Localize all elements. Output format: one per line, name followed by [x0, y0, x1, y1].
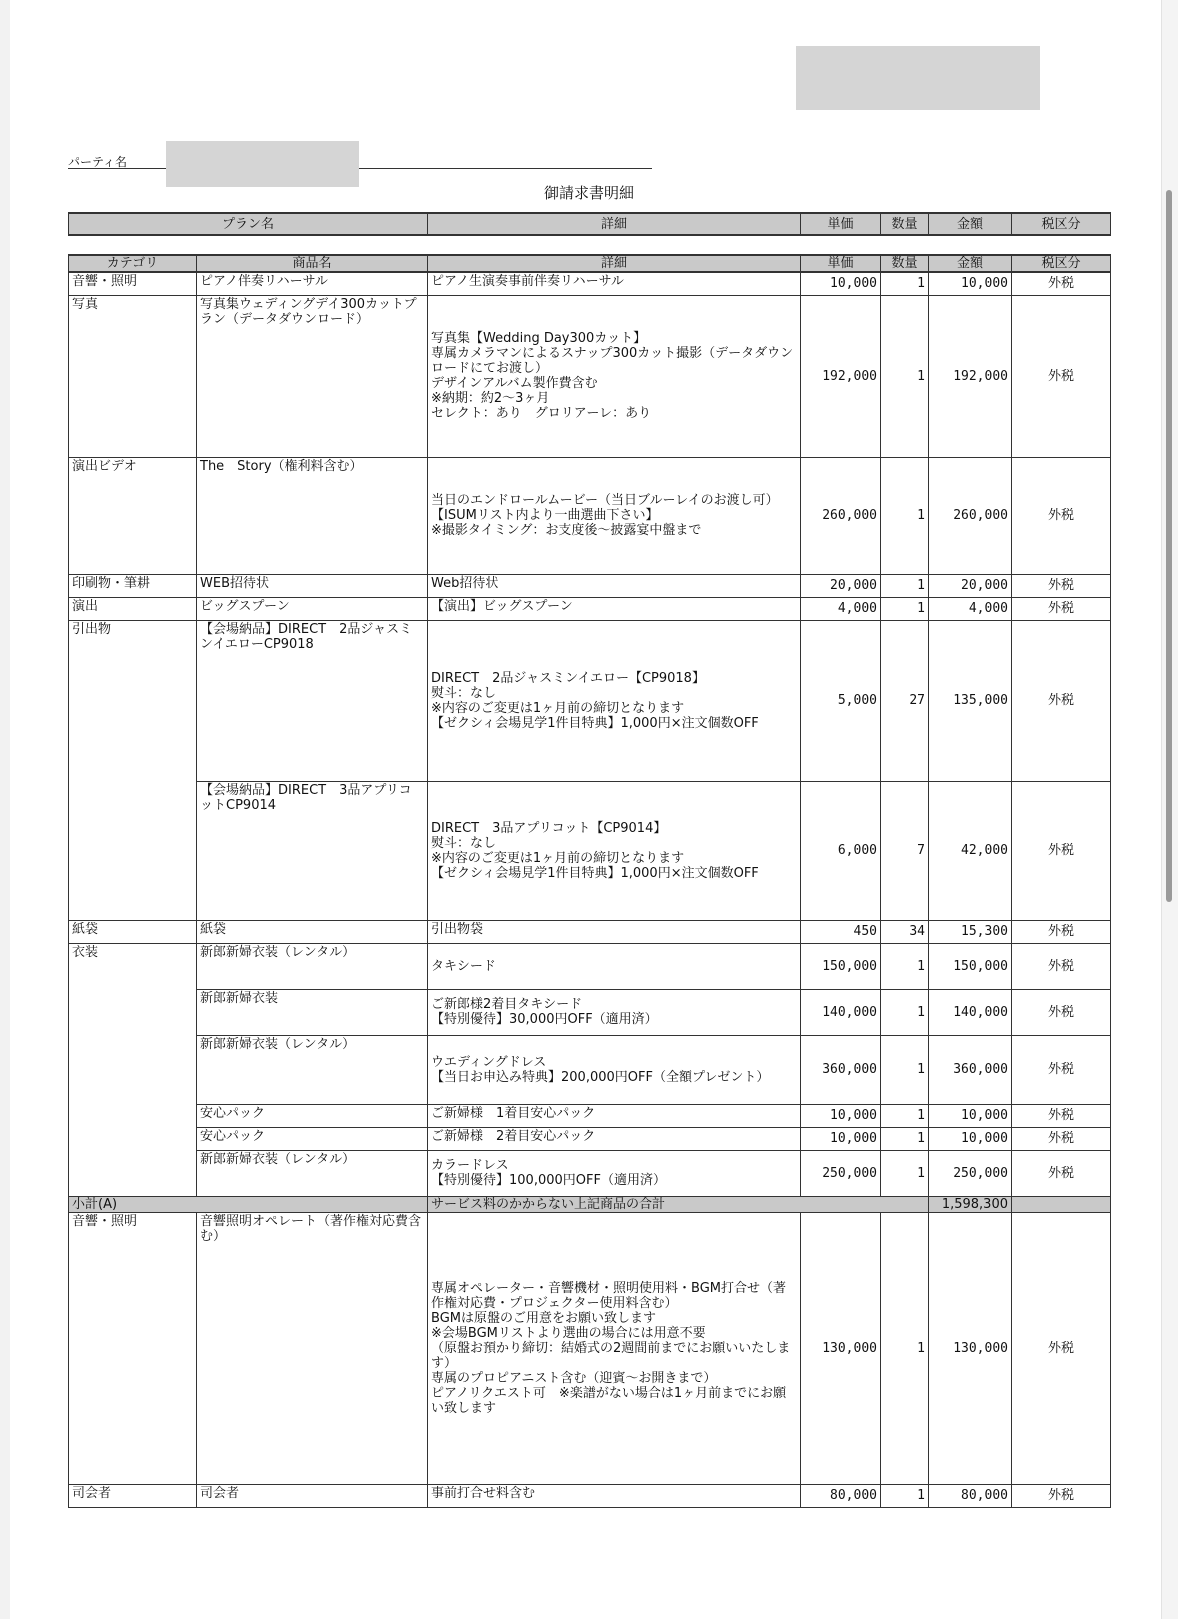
col-header-detail: 詳細 — [428, 213, 801, 235]
cell-product: 安心パック — [197, 1104, 428, 1127]
cell-product: 司会者 — [197, 1484, 428, 1507]
cell-tax-type: 外税 — [1012, 943, 1111, 989]
cell-quantity: 1 — [881, 1150, 929, 1196]
cell-quantity: 1 — [881, 1035, 929, 1104]
cell-product: 新郎新婦衣装（レンタル） — [197, 1035, 428, 1104]
table-row — [69, 920, 1111, 943]
cell-unit-price: 5,000 — [801, 620, 881, 781]
cell-category: 司会者 — [69, 1484, 197, 1507]
col-header-product: 商品名 — [197, 255, 428, 272]
table-row — [69, 1150, 1111, 1196]
cell-product: 紙袋 — [197, 920, 428, 943]
table-row — [69, 1484, 1111, 1507]
cell-unit-price: 20,000 — [801, 574, 881, 597]
cell-detail: 引出物袋 — [428, 920, 801, 943]
col-header-tax-type: 税区分 — [1012, 255, 1111, 272]
table-row — [69, 597, 1111, 620]
cell-amount: 4,000 — [929, 597, 1012, 620]
table-row — [69, 620, 1111, 781]
cell-tax-type: 外税 — [1012, 457, 1111, 574]
subtotal-label: 小計(A) — [69, 1196, 428, 1212]
table-row — [69, 1104, 1111, 1127]
party-name-underline — [68, 168, 652, 169]
cell-unit-price: 150,000 — [801, 943, 881, 989]
cell-amount: 250,000 — [929, 1150, 1012, 1196]
cell-amount: 10,000 — [929, 272, 1012, 295]
col-header-unit-price: 単価 — [801, 255, 881, 272]
cell-detail: 専属オペレーター・音響機材・照明使用料・BGM打合せ（著作権対応費・プロジェクター使用料含む） BGMは原盤のご用意をお願い致します ※会場BGMリストより選曲の場合には用意不要 （原盤お預かり締切：結婚式の2週間前までにお願いいたします） 専属のプロピアニスト含む（迎賓～お開きまで） ピアノリクエスト可 ※楽譜がない場合は1ヶ月前までにお願い致します — [428, 1212, 801, 1484]
cell-unit-price: 10,000 — [801, 1104, 881, 1127]
cell-detail: ご新婦様 1着目安心パック — [428, 1104, 801, 1127]
cell-amount: 10,000 — [929, 1127, 1012, 1150]
cell-amount: 150,000 — [929, 943, 1012, 989]
cell-detail: ご新婦様 2着目安心パック — [428, 1127, 801, 1150]
subtotal-note: サービス料のかからない上記商品の合計 — [428, 1196, 929, 1212]
cell-quantity: 1 — [881, 597, 929, 620]
cell-amount: 130,000 — [929, 1212, 1012, 1484]
cell-product: 新郎新婦衣装 — [197, 989, 428, 1035]
document-title: 御請求書明細 — [543, 184, 634, 202]
cell-quantity: 1 — [881, 295, 929, 457]
cell-quantity: 1 — [881, 1484, 929, 1507]
cell-tax-type: 外税 — [1012, 1104, 1111, 1127]
cell-product: 写真集ウェディングデイ300カットプラン（データダウンロード） — [197, 295, 428, 457]
cell-product: 【会場納品】DIRECT 3品アプリコットCP9014 — [197, 781, 428, 920]
cell-quantity: 1 — [881, 943, 929, 989]
cell-unit-price: 6,000 — [801, 781, 881, 920]
cell-quantity: 1 — [881, 1127, 929, 1150]
col-header-detail: 詳細 — [428, 255, 801, 272]
cell-quantity: 1 — [881, 1212, 929, 1484]
plan-table — [68, 212, 1111, 236]
cell-category: 印刷物・筆耕 — [69, 574, 197, 597]
cell-category — [69, 1150, 197, 1196]
cell-category: 引出物 — [69, 620, 197, 781]
cell-product: ピアノ伴奏リハーサル — [197, 272, 428, 295]
cell-amount: 80,000 — [929, 1484, 1012, 1507]
cell-tax-type: 外税 — [1012, 781, 1111, 920]
col-header-quantity: 数量 — [881, 213, 929, 235]
cell-quantity: 7 — [881, 781, 929, 920]
cell-quantity: 1 — [881, 457, 929, 574]
cell-product: 音響照明オペレート（著作権対応費含む） — [197, 1212, 428, 1484]
cell-tax-type: 外税 — [1012, 1484, 1111, 1507]
cell-quantity: 1 — [881, 1104, 929, 1127]
cell-unit-price: 360,000 — [801, 1035, 881, 1104]
table-row — [69, 943, 1111, 989]
cell-amount: 135,000 — [929, 620, 1012, 781]
cell-unit-price: 250,000 — [801, 1150, 881, 1196]
cell-amount: 360,000 — [929, 1035, 1012, 1104]
col-header-category: カテゴリ — [69, 255, 197, 272]
table-row — [69, 574, 1111, 597]
items-header-row — [69, 255, 1111, 272]
cell-quantity: 1 — [881, 989, 929, 1035]
cell-unit-price: 450 — [801, 920, 881, 943]
scrollbar-thumb[interactable] — [1166, 190, 1172, 902]
subtotal-row — [69, 1196, 1111, 1212]
col-header-unit-price: 単価 — [801, 213, 881, 235]
cell-amount: 192,000 — [929, 295, 1012, 457]
redacted-block — [796, 46, 1040, 110]
cell-tax-type: 外税 — [1012, 574, 1111, 597]
plan-header-row — [69, 213, 1111, 235]
table-row — [69, 457, 1111, 574]
cell-product: ビッグスプーン — [197, 597, 428, 620]
cell-unit-price: 260,000 — [801, 457, 881, 574]
cell-quantity: 1 — [881, 272, 929, 295]
cell-category: 演出ビデオ — [69, 457, 197, 574]
cell-category: 演出 — [69, 597, 197, 620]
cell-unit-price: 10,000 — [801, 272, 881, 295]
cell-category — [69, 781, 197, 920]
cell-detail: 写真集【Wedding Day300カット】 専属カメラマンによるスナップ300カット撮影（データダウンロードにてお渡し） デザインアルバム製作費含む ※納期：約2～3ヶ月 セレクト：あり グロリアーレ：あり — [428, 295, 801, 457]
cell-detail: DIRECT 3品アプリコット【CP9014】 熨斗：なし ※内容のご変更は1ヶ月前の締切となります 【ゼクシィ会場見学1件目特典】1,000円×注文個数OFF — [428, 781, 801, 920]
cell-category — [69, 1104, 197, 1127]
cell-unit-price: 4,000 — [801, 597, 881, 620]
cell-detail: ウエディングドレス 【当日お申込み特典】200,000円OFF（全額プレゼント） — [428, 1035, 801, 1104]
cell-category: 紙袋 — [69, 920, 197, 943]
cell-tax-type: 外税 — [1012, 620, 1111, 781]
subtotal-amount: 1,598,300 — [929, 1196, 1012, 1212]
table-row — [69, 781, 1111, 920]
col-header-tax-type: 税区分 — [1012, 213, 1111, 235]
cell-amount: 140,000 — [929, 989, 1012, 1035]
cell-tax-type: 外税 — [1012, 1127, 1111, 1150]
cell-category: 音響・照明 — [69, 272, 197, 295]
table-row — [69, 1127, 1111, 1150]
cell-tax-type: 外税 — [1012, 1035, 1111, 1104]
cell-category — [69, 1035, 197, 1104]
table-row — [69, 295, 1111, 457]
cell-detail: ご新郎様2着目タキシード 【特別優待】30,000円OFF（適用済） — [428, 989, 801, 1035]
cell-product: 新郎新婦衣装（レンタル） — [197, 943, 428, 989]
party-name-label: パーティ名 — [68, 155, 128, 169]
cell-amount: 10,000 — [929, 1104, 1012, 1127]
cell-detail: 【演出】ビッグスプーン — [428, 597, 801, 620]
cell-product: The Story（権利料含む） — [197, 457, 428, 574]
col-header-amount: 金額 — [929, 255, 1012, 272]
cell-amount: 15,300 — [929, 920, 1012, 943]
cell-quantity: 1 — [881, 574, 929, 597]
cell-unit-price: 140,000 — [801, 989, 881, 1035]
cell-detail: ピアノ生演奏事前伴奏リハーサル — [428, 272, 801, 295]
cell-detail: 事前打合せ料含む — [428, 1484, 801, 1507]
cell-product: 新郎新婦衣装（レンタル） — [197, 1150, 428, 1196]
items-table — [68, 254, 1111, 1508]
cell-detail: Web招待状 — [428, 574, 801, 597]
cell-tax-type: 外税 — [1012, 989, 1111, 1035]
cell-tax-type: 外税 — [1012, 597, 1111, 620]
table-row — [69, 272, 1111, 295]
cell-category: 音響・照明 — [69, 1212, 197, 1484]
cell-amount: 42,000 — [929, 781, 1012, 920]
col-header-plan-name: プラン名 — [69, 213, 428, 235]
cell-category — [69, 989, 197, 1035]
cell-quantity: 27 — [881, 620, 929, 781]
cell-category — [69, 1127, 197, 1150]
cell-unit-price: 80,000 — [801, 1484, 881, 1507]
cell-product: 安心パック — [197, 1127, 428, 1150]
cell-category: 衣装 — [69, 943, 197, 989]
col-header-amount: 金額 — [929, 213, 1012, 235]
cell-product: 【会場納品】DIRECT 2品ジャスミンイエローCP9018 — [197, 620, 428, 781]
table-row — [69, 989, 1111, 1035]
cell-amount: 20,000 — [929, 574, 1012, 597]
cell-amount: 260,000 — [929, 457, 1012, 574]
subtotal-tax-cell — [1012, 1196, 1111, 1212]
cell-unit-price: 130,000 — [801, 1212, 881, 1484]
col-header-quantity: 数量 — [881, 255, 929, 272]
table-row — [69, 1035, 1111, 1104]
cell-tax-type: 外税 — [1012, 295, 1111, 457]
cell-tax-type: 外税 — [1012, 1150, 1111, 1196]
redacted-party-name — [166, 141, 359, 187]
cell-unit-price: 192,000 — [801, 295, 881, 457]
cell-detail: タキシード — [428, 943, 801, 989]
cell-category: 写真 — [69, 295, 197, 457]
cell-detail: DIRECT 2品ジャスミンイエロー【CP9018】 熨斗：なし ※内容のご変更は1ヶ月前の締切となります 【ゼクシィ会場見学1件目特典】1,000円×注文個数OFF — [428, 620, 801, 781]
cell-tax-type: 外税 — [1012, 1212, 1111, 1484]
cell-product: WEB招待状 — [197, 574, 428, 597]
cell-tax-type: 外税 — [1012, 920, 1111, 943]
cell-unit-price: 10,000 — [801, 1127, 881, 1150]
cell-quantity: 34 — [881, 920, 929, 943]
page-edge-left — [0, 0, 10, 1619]
cell-detail: カラードレス 【特別優待】100,000円OFF（適用済） — [428, 1150, 801, 1196]
cell-tax-type: 外税 — [1012, 272, 1111, 295]
cell-detail: 当日のエンドロールムービー（当日ブルーレイのお渡し可） 【ISUMリスト内より一曲選曲下さい】 ※撮影タイミング：お支度後～披露宴中盤まで — [428, 457, 801, 574]
table-row — [69, 1212, 1111, 1484]
